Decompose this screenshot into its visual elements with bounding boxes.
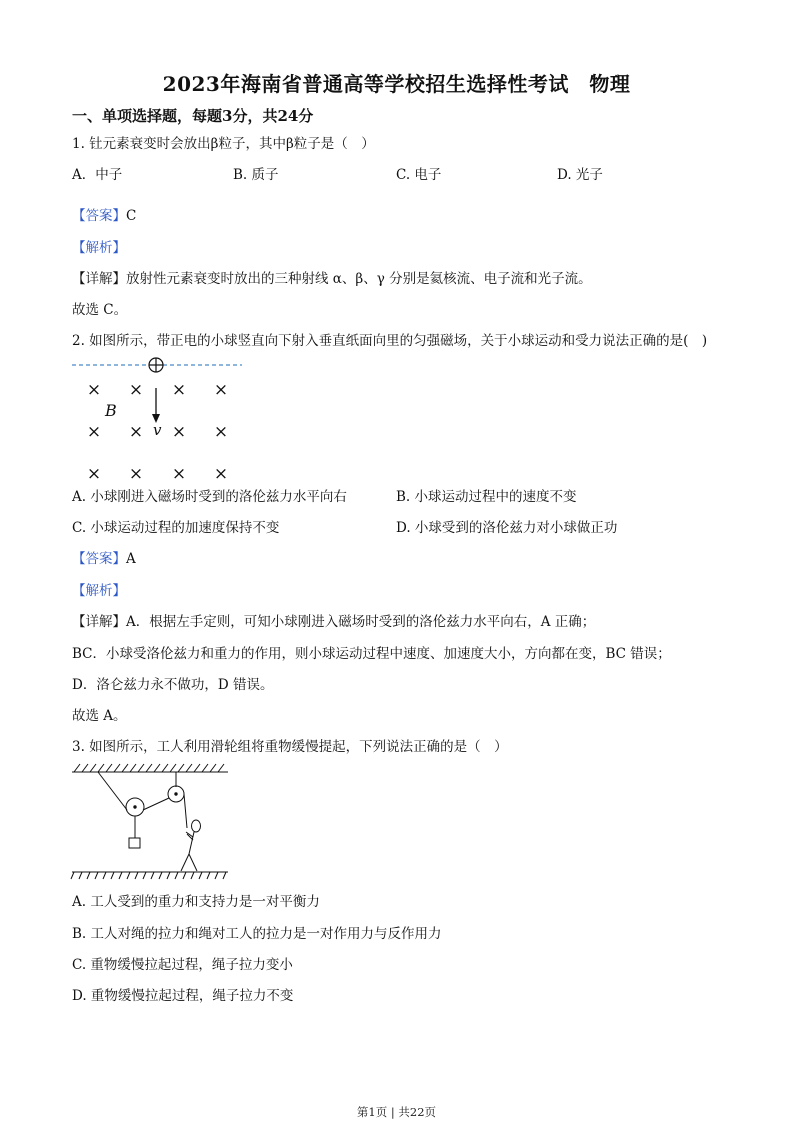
weight-block [129, 838, 140, 848]
question-1-stem: 1. 钍元素衰变时会放出β粒子，其中β粒子是（ ） [72, 136, 375, 152]
field-cross: × [213, 464, 229, 484]
question-2-detail [72, 613, 595, 631]
question-2-option-c: C. 小球运动过程的加速度保持不变 [72, 520, 280, 536]
page-footer: 第1页 | 共22页 [356, 1105, 437, 1119]
worker-body [189, 832, 194, 854]
question-3-option-c: C. 重物缓慢拉起过程，绳子拉力变小 [72, 957, 293, 973]
question-2-analysis-tag: 【解析】 [72, 583, 126, 599]
field-cross: × [86, 422, 102, 442]
question-1-option-c: C. 电子 [396, 167, 442, 183]
question-2-option-b: B. 小球运动过程中的速度不变 [396, 489, 577, 505]
question-3-option-d: D. 重物缓慢拉起过程，绳子拉力不变 [72, 988, 294, 1004]
question-1-analysis-tag: 【解析】 [72, 240, 126, 256]
field-cross: × [128, 422, 144, 442]
question-1-detail [72, 270, 592, 288]
field-cross: × [171, 380, 187, 400]
field-cross: × [213, 422, 229, 442]
answer-tag: 【答案】 [72, 208, 126, 224]
detail-text: 放射性元素衰变时放出的三种射线 α、β、γ 分别是氦核流、电子流和光子流。 [126, 271, 592, 287]
question-3-option-a: A. 工人受到的重力和支持力是一对平衡力 [72, 894, 320, 910]
detail-text: A．根据左手定则，可知小球刚进入磁场时受到的洛伦兹力水平向右，A 正确； [126, 614, 596, 630]
pulley-figure [70, 762, 232, 880]
rope [98, 772, 127, 810]
question-1-option-d: D. 光子 [557, 167, 603, 183]
question-1-conclusion: 故选 C。 [72, 302, 128, 318]
answer-tag: 【答案】 [72, 551, 126, 567]
section-heading: 一、单项选择题，每题3分，共24分 [72, 107, 314, 125]
field-cross: × [171, 422, 187, 442]
rope [184, 794, 187, 828]
question-2-option-d: D. 小球受到的洛伦兹力对小球做正功 [396, 520, 618, 536]
velocity-label-v: v [153, 421, 162, 439]
field-cross: × [128, 380, 144, 400]
question-3-option-b: B. 工人对绳的拉力和绳对工人的拉力是一对作用力与反作用力 [72, 926, 442, 942]
page-title: 2023年海南省普通高等学校招生选择性考试 物理 [162, 72, 631, 96]
question-1-answer [72, 207, 136, 225]
field-cross: × [171, 464, 187, 484]
detail-tag: 【详解】 [72, 614, 126, 630]
question-2-detail-2: BC．小球受洛伦兹力和重力的作用，则小球运动过程中速度、加速度大小，方向都在变，BC 错误； [72, 646, 671, 662]
answer-value: C [126, 208, 137, 224]
field-cross: × [128, 464, 144, 484]
question-2-stem: 2. 如图所示，带正电的小球竖直向下射入垂直纸面向里的匀强磁场，关于小球运动和受力说法正确的是( ) [72, 333, 708, 349]
rope [143, 798, 169, 810]
question-2-detail-3: D．洛仑兹力永不做功，D 错误。 [72, 677, 274, 693]
magnetic-field-figure [70, 352, 250, 484]
field-cross: × [86, 464, 102, 484]
question-3-stem: 3. 如图所示，工人利用滑轮组将重物缓慢提起，下列说法正确的是（ ） [72, 739, 508, 755]
answer-value: A [126, 551, 136, 567]
question-2-conclusion: 故选 A。 [72, 708, 127, 724]
question-1-option-b: B. 质子 [233, 167, 279, 183]
field-cross: × [213, 380, 229, 400]
worker-head [192, 820, 201, 832]
question-1-option-a: A．中子 [72, 167, 123, 183]
field-cross: × [86, 380, 102, 400]
question-2-answer [72, 550, 136, 568]
field-label-b: B [105, 401, 117, 420]
question-2-option-a: A. 小球刚进入磁场时受到的洛伦兹力水平向右 [72, 489, 347, 505]
detail-tag: 【详解】 [72, 271, 126, 287]
